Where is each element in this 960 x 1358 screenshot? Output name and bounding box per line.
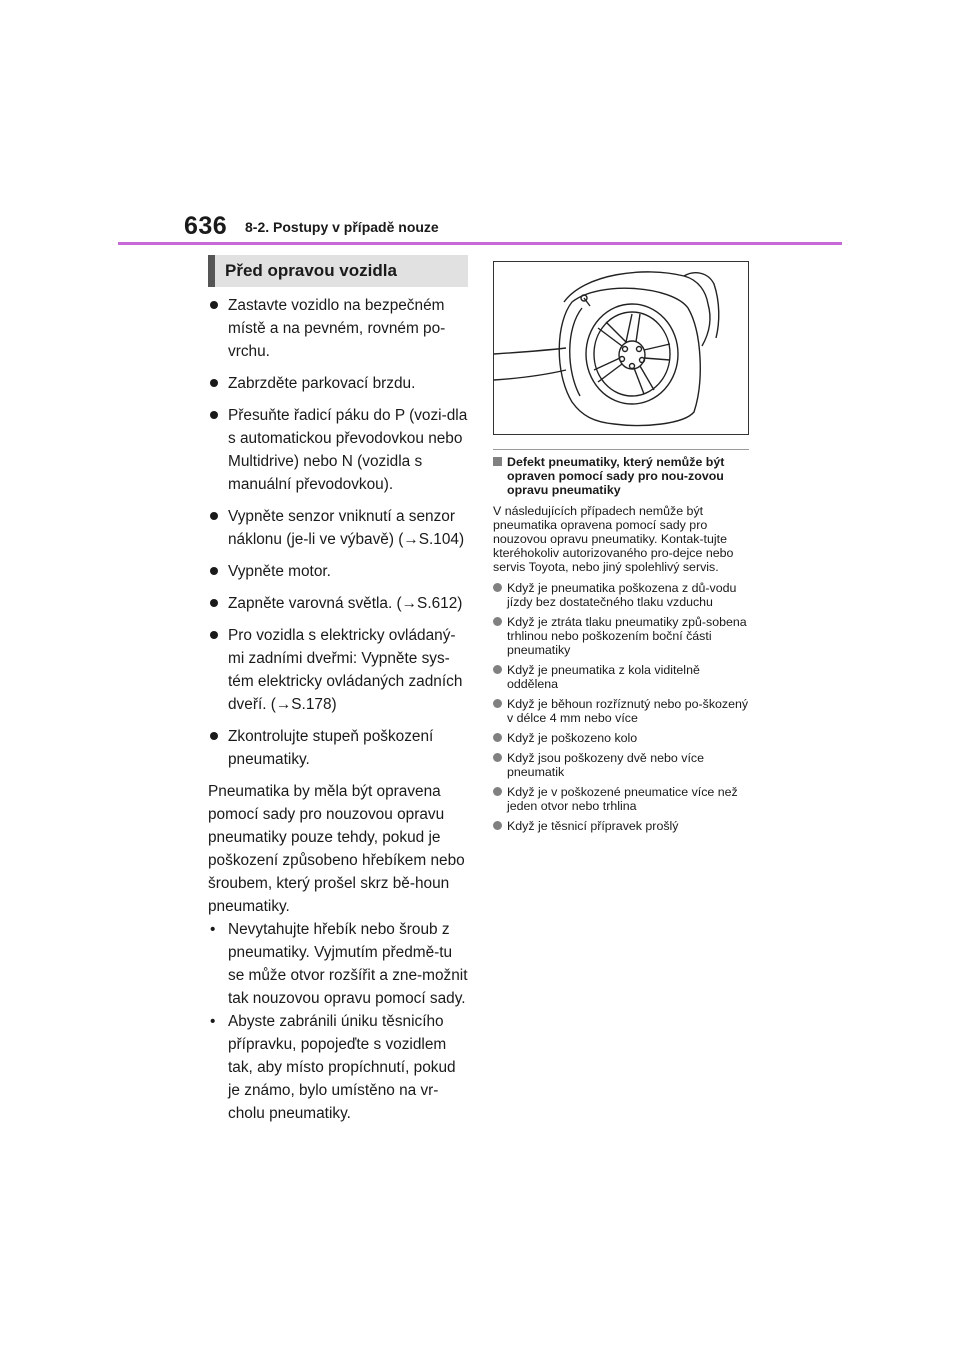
sub-list-item [208,918,470,1010]
list-item-text: Když je v poškozené pneumatice více než jeden otvor nebo trhlina [507,785,738,813]
intro-paragraph: V následujících případech nemůže být pneumatika opravena pomocí sady pro nouzovou opravu pneumatiky. Kontak-tujte kteréhokoliv autorizovaného pro-dejce nebo servis Toyota, nebo jiný spolehlivý servis. [493,504,734,574]
tire-illustration [493,261,749,435]
sub-list-item-text: Nevytahujte hřebík nebo šroub z pneumatiky. Vyjmutím předmě-tu se může otvor rozšířit a zne-možnit tak nouzovou opravu pomocí sady. [228,921,468,1007]
list-item [493,663,749,691]
list-item-text: Vypněte motor. [228,563,331,580]
sub-bullet-icon: • [210,1013,216,1030]
circle-bullet-icon [493,617,502,626]
list-item [493,785,749,813]
list-item-text: Zkontrolujte stupeň poškození pneumatiky. [228,728,434,768]
circle-bullet-icon [493,583,502,592]
bullet-icon [210,732,218,740]
paragraph: Pneumatika by měla být opravena pomocí sady pro nouzovou opravu pneumatiky pouze tehdy, pokud je poškození způsobeno hřebíkem nebo šroubem, který prošel skrz bě-houn pneumatiky. [208,783,465,915]
header-rule [118,242,842,245]
list-item-text: Když je poškozeno kolo [507,731,638,745]
bullet-icon [210,411,218,419]
list-item-text: Když jsou poškozeny dvě nebo více pneumatik [507,751,704,779]
bullet-icon [210,512,218,520]
list-item-text: Když je těsnicí přípravek prošlý [507,819,679,833]
circle-bullet-icon [493,787,502,796]
list-item [208,294,470,363]
flat-tire-icon [494,262,748,434]
list-item [208,725,470,771]
list-item-text: Když je pneumatika poškozena z dů-vodu jízdy bez dostatečného tlaku vzduchu [507,581,737,609]
list-item [493,615,749,657]
list-item [208,624,470,716]
circle-bullet-icon [493,665,502,674]
sub-heading [493,455,749,497]
list-item [208,505,470,551]
sub-heading-text: Defekt pneumatiky, který nemůže být opraven pomocí sady pro nou-zovou opravu pneumatiky [507,455,725,497]
list-item-text: Když je pneumatika z kola viditelně oddělena [507,663,700,691]
list-item [493,751,749,779]
list-item-text: Když je ztráta tlaku pneumatiky způ-sobena trhlinou nebo poškozením boční části pneumatiky [507,615,747,657]
list-item-text: Když je běhoun rozříznutý nebo po-škozený v délce 4 mm nebo více [507,697,749,725]
list-item-text: Vypněte senzor vniknutí a senzor náklonu (je-li ve výbavě) (→S.104) [228,508,465,548]
circle-bullet-icon [493,753,502,762]
divider [493,449,749,450]
list-item [493,819,749,833]
circle-bullet-icon [493,821,502,830]
square-bullet-icon [493,457,502,466]
right-column [493,455,749,839]
bullet-icon [210,631,218,639]
sub-bullet-icon: • [210,921,216,938]
circle-bullet-icon [493,733,502,742]
list-item-text: Zapněte varovná světla. (→S.612) [228,595,463,612]
list-item [208,560,470,583]
sub-list-item-text: Abyste zabránili úniku těsnicího přípravku, popojeďte s vozidlem tak, aby místo propíchnutí, pokud je známo, bylo umístěno na vr-cholu pneumatiky. [228,1013,456,1122]
list-item-text: Pro vozidla s elektricky ovládaný-mi zadními dveřmi: Vypněte sys-tém elektricky ovládaných zadních dveří. (→S.178) [228,627,463,713]
left-column [208,294,470,1125]
chapter-title: 8-2. Postupy v případě nouze [245,219,439,235]
list-item-text: Zastavte vozidlo na bezpečném místě a na pevném, rovném po-vrchu. [228,297,446,360]
list-item-text: Přesuňte řadicí páku do P (vozi-dla s automatickou převodovkou nebo Multidrive) nebo N (vozidla s manuální převodovkou). [228,407,468,493]
list-item [208,404,470,496]
bullet-icon [210,301,218,309]
bullet-icon [210,599,218,607]
list-item-text: Zabrzděte parkovací brzdu. [228,375,416,392]
list-item [493,697,749,725]
list-item [493,731,749,745]
list-item [208,592,470,615]
section-heading: Před opravou vozidla [208,255,468,287]
bullet-icon [210,379,218,387]
list-item [493,581,749,609]
bullet-icon [210,567,218,575]
list-item [208,372,470,395]
sub-list-item [208,1010,470,1125]
circle-bullet-icon [493,699,502,708]
page-number: 636 [184,212,228,240]
